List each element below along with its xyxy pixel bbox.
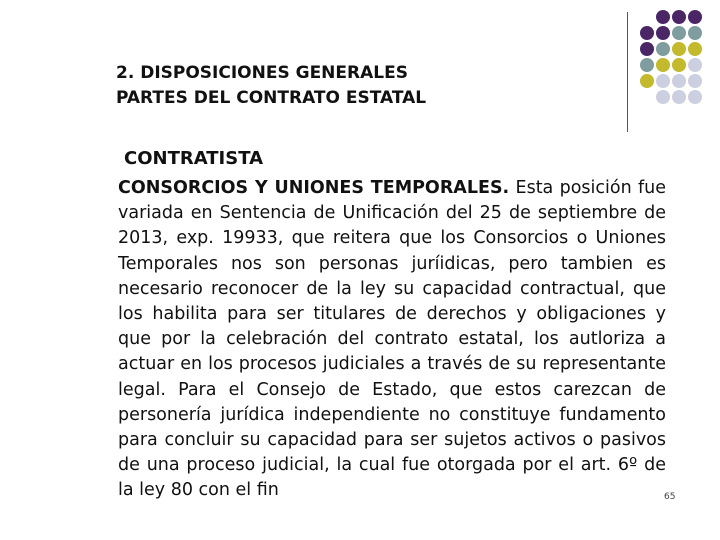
- decorative-dot: [672, 26, 686, 40]
- decorative-dot: [672, 10, 686, 24]
- decorative-dot: [656, 74, 670, 88]
- section-heading: CONTRATISTA: [124, 148, 263, 169]
- decorative-dot: [688, 42, 702, 56]
- slide-title: [116, 61, 426, 111]
- decorative-dot: [640, 74, 654, 88]
- decorative-dot: [688, 58, 702, 72]
- paragraph-text: Esta posición fue variada en Sentencia de Unificación del 25 de septiembre de 2013, exp. 19933, que reitera que los Consorcios o Uniones Temporales nos son personas juríidicas, pero tambien es necesario reconocer de la ley su capacidad contractual, que los habilita para ser titulares de derechos y obligaciones y que por la celebración del contrato estatal, los autloriza a actuar en los procesos judiciales a través de su representante legal. Para el Consejo de Estado, que estos carezcan de personería jurídica independiente no constituye fundamento para concluir su capacidad para ser sujetos activos o pasivos de una proceso judicial, la cual fue otorgada por el art. 6º de la ley 80 con el fin: [118, 178, 666, 501]
- title-line-1: 2. DISPOSICIONES GENERALES: [116, 63, 408, 83]
- decorative-dot: [688, 90, 702, 104]
- decorative-dot: [656, 58, 670, 72]
- decorative-dot: [672, 90, 686, 104]
- decorative-dot: [656, 26, 670, 40]
- body-paragraph: [118, 176, 666, 504]
- decorative-dot: [640, 26, 654, 40]
- decorative-dot: [672, 58, 686, 72]
- divider-line: [627, 12, 628, 132]
- decorative-dot: [672, 74, 686, 88]
- decorative-dot: [656, 90, 670, 104]
- decorative-dot: [640, 42, 654, 56]
- title-line-2: PARTES DEL CONTRATO ESTATAL: [116, 88, 427, 108]
- decorative-dot: [688, 74, 702, 88]
- decorative-dot: [656, 42, 670, 56]
- decorative-dot: [672, 42, 686, 56]
- decorative-dot: [688, 10, 702, 24]
- paragraph-bold-lead: CONSORCIOS Y UNIONES TEMPORALES.: [118, 178, 510, 198]
- decorative-dot: [640, 58, 654, 72]
- page-number: 65: [664, 492, 676, 502]
- decorative-dot: [656, 10, 670, 24]
- decorative-dot: [688, 26, 702, 40]
